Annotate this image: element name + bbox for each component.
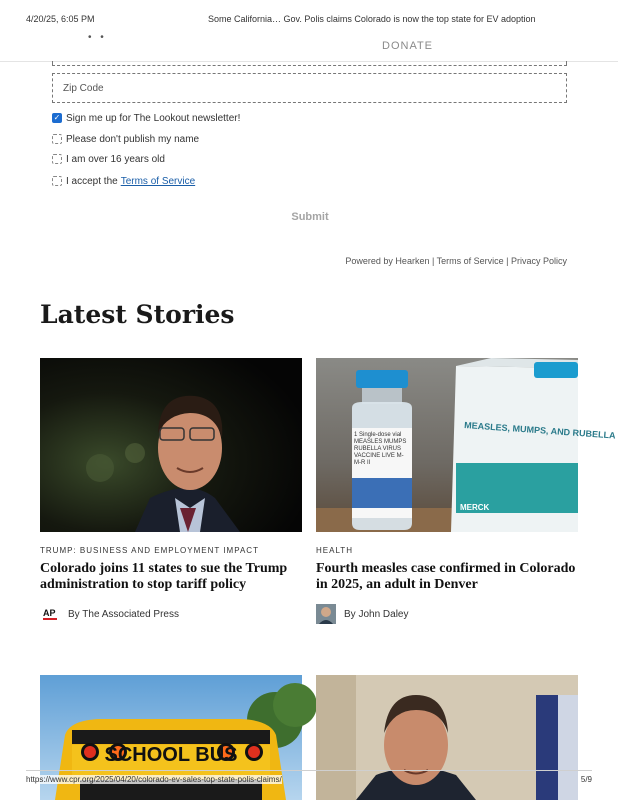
menu-dots-icon[interactable]: • •: [88, 32, 107, 43]
print-url: https://www.cpr.org/2025/04/20/colorado-ev-sales-top-state-polis-claims/: [26, 775, 282, 784]
previous-field-bottom[interactable]: [52, 61, 567, 66]
latest-stories-heading: Latest Stories: [40, 300, 235, 329]
powered-by-links[interactable]: Powered by Hearken | Terms of Service | Privacy Policy: [345, 256, 567, 266]
vial-label-text: 1 Single-dose vial MEASLES MUMPS RUBELLA VIRUS VACCINE LIVE M-M-R II: [354, 432, 407, 466]
story-card[interactable]: [316, 358, 616, 628]
dont-publish-name-row[interactable]: [52, 132, 199, 146]
author-avatar: [316, 604, 336, 624]
story-byline: [40, 604, 179, 624]
print-datetime: 4/20/25, 6:05 PM: [26, 14, 95, 24]
story-headline[interactable]: Fourth measles case confirmed in Colorado in 2025, an adult in Denver: [316, 561, 576, 592]
age-checkbox-row[interactable]: [52, 152, 165, 166]
site-header: [0, 28, 618, 62]
ap-logo-text: AP: [43, 608, 56, 618]
newsletter-checkbox[interactable]: ✓: [53, 113, 61, 122]
terms-label: I accept the: [66, 175, 118, 187]
story-image-vaccine[interactable]: [316, 358, 616, 532]
submit-button[interactable]: Submit: [270, 208, 350, 226]
story-author: By The Associated Press: [68, 608, 179, 620]
newsletter-checkbox-row[interactable]: [52, 111, 240, 125]
story-headline[interactable]: Colorado joins 11 states to sue the Trump administration to stop tariff policy: [40, 561, 288, 592]
story-byline: [316, 604, 408, 624]
print-footer: [0, 771, 618, 800]
donate-link[interactable]: DONATE: [382, 40, 434, 52]
dont-publish-name-checkbox[interactable]: [52, 134, 62, 144]
terms-checkbox-row[interactable]: [52, 174, 195, 188]
story-card[interactable]: [40, 358, 302, 628]
newsletter-label: Sign me up for The Lookout newsletter!: [66, 112, 241, 124]
age-checkbox[interactable]: [52, 154, 62, 164]
vaccine-box-text: MEASLES, MUMPS, AND RUBELLA: [463, 420, 616, 441]
print-page-number: 5/9: [580, 775, 592, 784]
terms-of-service-link[interactable]: Terms of Service: [120, 175, 196, 187]
story-image-speaker[interactable]: [40, 358, 302, 532]
vaccine-box-logo: MERCK: [460, 503, 490, 512]
terms-checkbox[interactable]: [52, 176, 62, 186]
school-bus-sign: SCHOOL BUS: [104, 744, 238, 766]
zip-code-field[interactable]: [52, 73, 567, 103]
story-author: By John Daley: [344, 608, 409, 620]
story-category[interactable]: TRUMP: BUSINESS AND EMPLOYMENT IMPACT: [40, 546, 259, 555]
age-label: I am over 16 years old: [66, 153, 165, 165]
story-category[interactable]: HEALTH: [316, 546, 353, 555]
print-page-title: Some California… Gov. Polis claims Colorado is now the top state for EV adoption: [208, 14, 536, 24]
print-header: [0, 14, 618, 28]
dont-publish-name-label: Please don't publish my name: [66, 133, 200, 145]
ap-logo-icon: [40, 604, 60, 624]
